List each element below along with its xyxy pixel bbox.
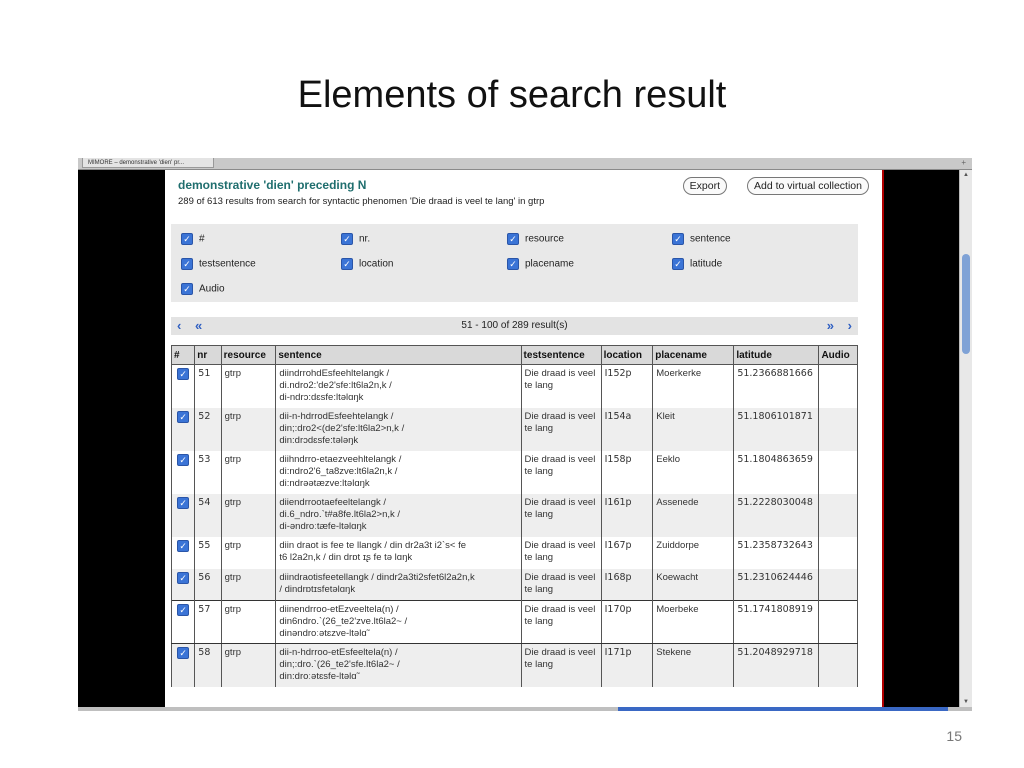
sentence-line: din:drɔdɛsfe:tələŋk bbox=[279, 434, 359, 446]
sentence-line: di-əndroːtæfe-ltəlɑŋk bbox=[279, 520, 367, 532]
sentence-line: diindraotisfeetellangk / dindr2a3ti2sfet6l2a2n,k bbox=[279, 571, 475, 583]
row-testsentence: Die draad is veel te lang bbox=[521, 537, 601, 569]
sentence-line: diinendrroo-etEzveeltela(n) / bbox=[279, 604, 399, 615]
row-sentence bbox=[276, 601, 521, 644]
column-option[interactable] bbox=[181, 258, 256, 270]
scroll-up-icon[interactable]: ▲ bbox=[963, 172, 969, 178]
sentence-line: din;:dro2<(de2'sfe:lt6la2>n,k / bbox=[279, 422, 405, 434]
row-select-cell bbox=[172, 365, 195, 408]
row-location: I168p bbox=[601, 569, 653, 601]
row-resource[interactable]: gtrp bbox=[221, 644, 276, 687]
checkbox-checked-icon[interactable]: ✓ bbox=[341, 233, 353, 245]
row-location: I158p bbox=[601, 451, 653, 494]
row-latitude: 51.2048929718 bbox=[734, 644, 819, 687]
column-option-label: resource bbox=[525, 233, 564, 245]
checkbox-checked-icon[interactable]: ✓ bbox=[177, 368, 189, 380]
sentence-line: din;:dro.`(26_te2'sfe.lt6la2~ / bbox=[279, 659, 400, 670]
row-nr: 51 bbox=[195, 365, 221, 408]
row-placename: Kleit bbox=[653, 408, 734, 451]
table-row[interactable] bbox=[172, 537, 858, 569]
checkbox-checked-icon[interactable]: ✓ bbox=[177, 540, 189, 552]
browser-tab[interactable]: MIMORE – demonstrative 'dien' pr... bbox=[82, 158, 214, 168]
checkbox-checked-icon[interactable]: ✓ bbox=[177, 604, 189, 616]
column-option[interactable] bbox=[507, 233, 564, 245]
table-header-row bbox=[172, 346, 858, 365]
row-select-cell bbox=[172, 494, 195, 537]
new-tab-icon[interactable]: + bbox=[961, 158, 966, 167]
row-sentence bbox=[276, 537, 521, 569]
checkbox-checked-icon[interactable]: ✓ bbox=[181, 233, 193, 245]
row-latitude: 51.2228030048 bbox=[734, 494, 819, 537]
add-to-virtual-collection-button[interactable]: Add to virtual collection bbox=[747, 177, 869, 195]
checkbox-checked-icon[interactable]: ✓ bbox=[507, 233, 519, 245]
column-header[interactable]: location bbox=[601, 346, 653, 365]
row-nr: 57 bbox=[195, 601, 221, 644]
column-option-label: placename bbox=[525, 258, 574, 270]
column-option[interactable] bbox=[181, 233, 205, 245]
row-placename: Moerbeke bbox=[653, 601, 734, 644]
row-audio[interactable] bbox=[819, 494, 858, 537]
row-resource[interactable]: gtrp bbox=[221, 365, 276, 408]
table-row[interactable] bbox=[172, 644, 858, 687]
table-row[interactable] bbox=[172, 494, 858, 537]
checkbox-checked-icon[interactable]: ✓ bbox=[177, 572, 189, 584]
row-sentence bbox=[276, 569, 521, 601]
pagination-bar bbox=[171, 317, 858, 335]
row-resource[interactable]: gtrp bbox=[221, 451, 276, 494]
row-location: I171p bbox=[601, 644, 653, 687]
column-option[interactable] bbox=[181, 283, 225, 295]
row-location: I170p bbox=[601, 601, 653, 644]
checkbox-checked-icon[interactable]: ✓ bbox=[672, 258, 684, 270]
row-latitude: 51.2366881666 bbox=[734, 365, 819, 408]
row-testsentence: Die draad is veel te lang bbox=[521, 365, 601, 408]
row-sentence bbox=[276, 451, 521, 494]
row-sentence bbox=[276, 408, 521, 451]
column-option-label: nr. bbox=[359, 233, 371, 245]
row-nr: 56 bbox=[195, 569, 221, 601]
column-option[interactable] bbox=[341, 233, 370, 245]
sentence-line: diiendrrootaefeeltelangk / bbox=[279, 496, 387, 508]
row-audio[interactable] bbox=[819, 644, 858, 687]
row-sentence bbox=[276, 644, 521, 687]
row-location: I167p bbox=[601, 537, 653, 569]
row-resource[interactable]: gtrp bbox=[221, 601, 276, 644]
row-resource[interactable]: gtrp bbox=[221, 408, 276, 451]
column-option[interactable] bbox=[341, 258, 393, 270]
table-row[interactable] bbox=[172, 569, 858, 601]
sentence-line: diin draot is fee te llangk / din dr2a3t i2`s< fe bbox=[279, 539, 467, 551]
row-testsentence: Die draad is veel te lang bbox=[521, 601, 601, 644]
row-nr: 55 bbox=[195, 537, 221, 569]
result-title: demonstrative 'dien' preceding N bbox=[178, 178, 367, 192]
result-summary: 289 of 613 results from search for syntactic phenomen 'Die draad is veel te lang' in gtrp bbox=[178, 196, 545, 207]
row-sentence bbox=[276, 365, 521, 408]
sentence-line: dii-n-hdrroo-etEsfeeltela(n) / bbox=[279, 647, 398, 658]
row-placename: Assenede bbox=[653, 494, 734, 537]
row-audio[interactable] bbox=[819, 365, 858, 408]
checkbox-checked-icon[interactable]: ✓ bbox=[507, 258, 519, 270]
vertical-scrollbar[interactable] bbox=[959, 170, 972, 707]
row-nr: 53 bbox=[195, 451, 221, 494]
row-placename: Moerkerke bbox=[653, 365, 734, 408]
row-placename: Eeklo bbox=[653, 451, 734, 494]
page-content bbox=[165, 170, 884, 707]
row-resource[interactable]: gtrp bbox=[221, 537, 276, 569]
first-page-icon[interactable]: « bbox=[195, 318, 203, 333]
sentence-line: dii-n-hdrrodEsfeehtelangk / bbox=[279, 410, 394, 422]
row-testsentence: Die draad is veel te lang bbox=[521, 644, 601, 687]
checkbox-checked-icon[interactable]: ✓ bbox=[177, 454, 189, 466]
column-header[interactable]: Audio bbox=[819, 346, 858, 365]
status-bar-progress bbox=[618, 707, 948, 711]
status-bar bbox=[78, 707, 972, 711]
previous-page-icon[interactable]: ‹ bbox=[177, 318, 182, 333]
row-select-cell bbox=[172, 537, 195, 569]
column-header[interactable]: nr bbox=[195, 346, 221, 365]
row-testsentence: Die draad is veel te lang bbox=[521, 569, 601, 601]
row-placename: Zuiddorpe bbox=[653, 537, 734, 569]
row-placename: Koewacht bbox=[653, 569, 734, 601]
row-latitude: 51.1806101871 bbox=[734, 408, 819, 451]
sentence-line: di:ndro2'6_ta8zve:lt6la2n,k / bbox=[279, 465, 398, 477]
export-button[interactable]: Export bbox=[683, 177, 727, 195]
tab-bar bbox=[78, 158, 972, 170]
row-placename: Stekene bbox=[653, 644, 734, 687]
slide-title: Elements of search result bbox=[297, 74, 727, 116]
row-select-cell bbox=[172, 451, 195, 494]
column-option[interactable] bbox=[672, 258, 722, 270]
sentence-line: / dindrɒtɪsfetəlɑŋk bbox=[279, 583, 356, 595]
table-row[interactable] bbox=[172, 601, 858, 644]
row-testsentence: Die draad is veel te lang bbox=[521, 408, 601, 451]
row-location: I161p bbox=[601, 494, 653, 537]
row-latitude: 51.1804863659 bbox=[734, 451, 819, 494]
column-option-label: latitude bbox=[690, 258, 723, 270]
table-row[interactable] bbox=[172, 408, 858, 451]
column-header[interactable]: sentence bbox=[276, 346, 521, 365]
column-header[interactable]: resource bbox=[221, 346, 276, 365]
next-page-icon[interactable]: › bbox=[847, 318, 852, 333]
sentence-line: di:ndrəətæzve:ltəlɑŋk bbox=[279, 477, 370, 489]
row-resource[interactable]: gtrp bbox=[221, 494, 276, 537]
row-latitude: 51.2310624446 bbox=[734, 569, 819, 601]
results-table bbox=[171, 345, 858, 687]
scroll-thumb[interactable] bbox=[962, 254, 970, 354]
checkbox-checked-icon[interactable]: ✓ bbox=[341, 258, 353, 270]
row-location: I152p bbox=[601, 365, 653, 408]
row-sentence bbox=[276, 494, 521, 537]
row-resource[interactable]: gtrp bbox=[221, 569, 276, 601]
row-audio[interactable] bbox=[819, 601, 858, 644]
sentence-line: diindrrohdEsfeehltelangk / bbox=[279, 368, 390, 379]
row-location: I154a bbox=[601, 408, 653, 451]
checkbox-checked-icon[interactable]: ✓ bbox=[177, 647, 189, 659]
browser-window bbox=[78, 158, 972, 711]
column-option-label: sentence bbox=[690, 233, 731, 245]
row-nr: 54 bbox=[195, 494, 221, 537]
row-audio[interactable] bbox=[819, 569, 858, 601]
column-header[interactable]: latitude bbox=[734, 346, 819, 365]
row-select-cell bbox=[172, 569, 195, 601]
checkbox-checked-icon[interactable]: ✓ bbox=[181, 258, 193, 270]
column-options-panel bbox=[171, 224, 858, 302]
table-row[interactable] bbox=[172, 365, 858, 408]
row-nr: 52 bbox=[195, 408, 221, 451]
column-option-label: # bbox=[199, 233, 205, 245]
column-option-label: testsentence bbox=[199, 258, 256, 270]
sentence-line: di.6_ndro.`t#a8fe.lt6la2>n,k / bbox=[279, 508, 401, 520]
checkbox-checked-icon[interactable]: ✓ bbox=[177, 497, 189, 509]
row-select-cell bbox=[172, 408, 195, 451]
row-latitude: 51.2358732643 bbox=[734, 537, 819, 569]
slide-number: 15 bbox=[946, 728, 962, 744]
sentence-line: din6ndro.`(26_te2'zve.lt6la2~ / bbox=[279, 616, 408, 627]
table-row[interactable] bbox=[172, 451, 858, 494]
sentence-line: di-ndrɔ:dɛsfe:ltəlɑŋk bbox=[279, 392, 364, 403]
column-option[interactable] bbox=[672, 233, 731, 245]
checkbox-checked-icon[interactable]: ✓ bbox=[181, 283, 193, 295]
row-testsentence: Die draad is veel te lang bbox=[521, 494, 601, 537]
checkbox-checked-icon[interactable]: ✓ bbox=[672, 233, 684, 245]
column-header[interactable]: # bbox=[172, 346, 195, 365]
row-select-cell bbox=[172, 644, 195, 687]
column-option-label: Audio bbox=[199, 283, 225, 295]
column-option[interactable] bbox=[507, 258, 574, 270]
row-audio[interactable] bbox=[819, 451, 858, 494]
scroll-down-icon[interactable]: ▼ bbox=[963, 699, 969, 705]
sentence-line: dinəndroːətɛzve-ltəlɑ˜ bbox=[279, 628, 370, 639]
checkbox-checked-icon[interactable]: ✓ bbox=[177, 411, 189, 423]
sentence-line: din:droːətɛsfe-ltəlɑ˜ bbox=[279, 671, 360, 682]
sentence-line: di.ndro2:'de2'sfe:lt6la2n,k / bbox=[279, 380, 392, 391]
column-header[interactable]: placename bbox=[653, 346, 734, 365]
row-audio[interactable] bbox=[819, 408, 858, 451]
row-select-cell bbox=[172, 601, 195, 644]
row-testsentence: Die draad is veel te lang bbox=[521, 451, 601, 494]
column-option-label: location bbox=[359, 258, 394, 270]
sentence-line: diihndrro-etaezveehltelangk / bbox=[279, 453, 402, 465]
row-audio[interactable] bbox=[819, 537, 858, 569]
last-page-icon[interactable]: » bbox=[826, 318, 834, 333]
pagination-status: 51 - 100 of 289 result(s) bbox=[461, 320, 568, 331]
row-nr: 58 bbox=[195, 644, 221, 687]
sentence-line: t6 l2a2n,k / din drɒt ɪʂ fe tə lɑŋk bbox=[279, 551, 413, 563]
row-latitude: 51.1741808919 bbox=[734, 601, 819, 644]
column-header[interactable]: testsentence bbox=[521, 346, 601, 365]
